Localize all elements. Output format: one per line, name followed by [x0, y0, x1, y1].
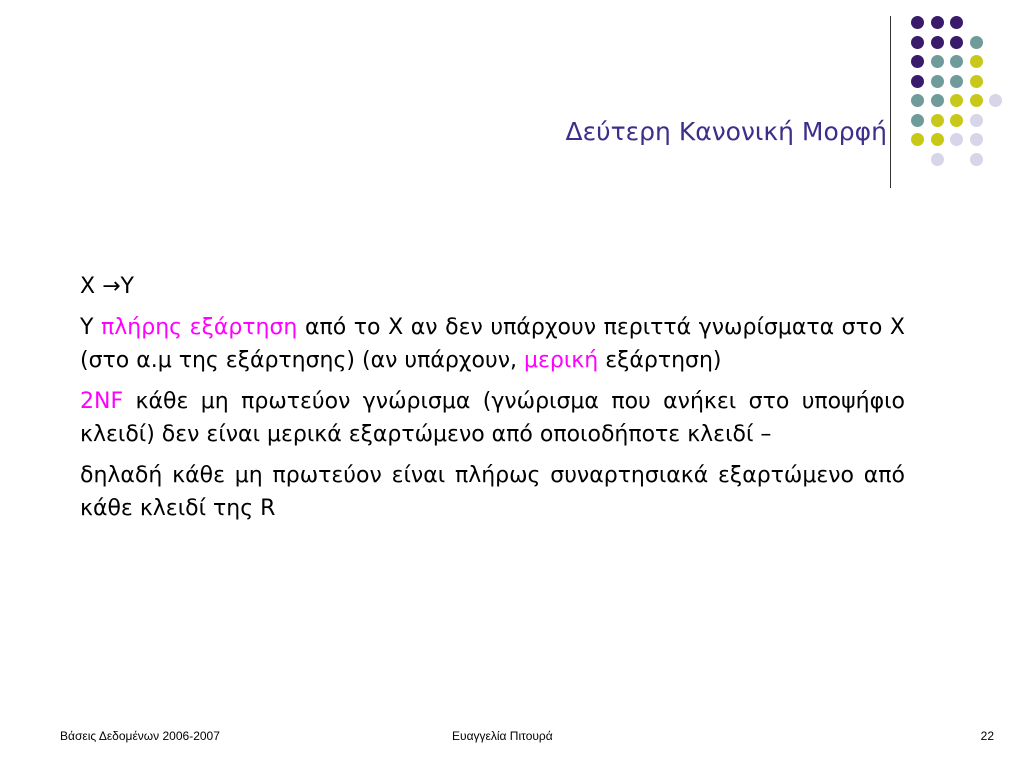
slide-title: Δεύτερη Κανονική Μορφή — [565, 117, 887, 146]
partial-term: μερική — [523, 348, 599, 373]
p1-mid: από το X αν δεν υπάρχουν περιττά γνωρίσματα στο X (στο α.μ της εξάρτησης) (αν υπάρχουν, — [80, 315, 905, 373]
decorative-dot — [950, 114, 963, 127]
title-divider-line — [890, 16, 891, 188]
p2-text: κάθε μη πρωτεύον γνώρισμα (γνώρισμα που ανήκει στο υποψήφιο κλειδί) δεν είναι μερικά εξαρτώμενο από οποιοδήποτε κλειδί – — [80, 389, 905, 447]
decorative-dot — [931, 55, 944, 68]
decorative-dot — [989, 94, 1002, 107]
p3-text: δηλαδή κάθε μη πρωτεύον είναι πλήρως συναρτησιακά εξαρτώμενο από κάθε κλειδί της R — [80, 463, 905, 521]
decorative-dot — [911, 133, 924, 146]
2nf-explanation-paragraph — [80, 459, 905, 525]
decorative-dot — [950, 75, 963, 88]
full-dependency-term: πλήρης εξάρτηση — [101, 315, 298, 340]
decorative-dot — [970, 133, 983, 146]
decorative-dot — [931, 75, 944, 88]
decorative-dot — [970, 36, 983, 49]
footer-page-number: 22 — [980, 729, 994, 743]
decorative-dot — [931, 153, 944, 166]
decorative-dot — [970, 153, 983, 166]
right-arrow-icon: → — [102, 274, 121, 299]
footer-course: Βάσεις Δεδομένων 2006-2007 — [60, 729, 220, 743]
decorative-dot — [911, 55, 924, 68]
decorative-dot — [911, 75, 924, 88]
decorative-dot — [931, 94, 944, 107]
decorative-dot — [970, 75, 983, 88]
decorative-dot — [950, 55, 963, 68]
decorative-dot — [931, 114, 944, 127]
2nf-definition-paragraph — [80, 385, 905, 451]
decorative-dot — [911, 16, 924, 29]
footer-author: Ευαγγελία Πιτουρά — [452, 729, 553, 743]
functional-dependency-line — [80, 270, 905, 303]
2nf-term: 2NF — [80, 389, 124, 414]
decorative-dot — [950, 16, 963, 29]
decorative-dot — [931, 133, 944, 146]
full-dependency-paragraph — [80, 311, 905, 377]
p1-end: εξάρτηση) — [598, 348, 722, 373]
decorative-dot — [950, 94, 963, 107]
fd-x: X — [80, 274, 103, 299]
decorative-dot — [970, 55, 983, 68]
fd-y: Y — [120, 274, 134, 299]
decorative-dot — [911, 114, 924, 127]
decorative-dot — [931, 36, 944, 49]
decorative-dot — [970, 94, 983, 107]
decorative-dot — [950, 133, 963, 146]
p1-start: Y — [80, 315, 102, 340]
decorative-dot — [911, 36, 924, 49]
decorative-dot-grid — [911, 16, 1001, 166]
decorative-dot — [931, 16, 944, 29]
decorative-dot — [970, 114, 983, 127]
decorative-dot — [950, 36, 963, 49]
decorative-dot — [911, 94, 924, 107]
slide-body — [80, 270, 905, 533]
